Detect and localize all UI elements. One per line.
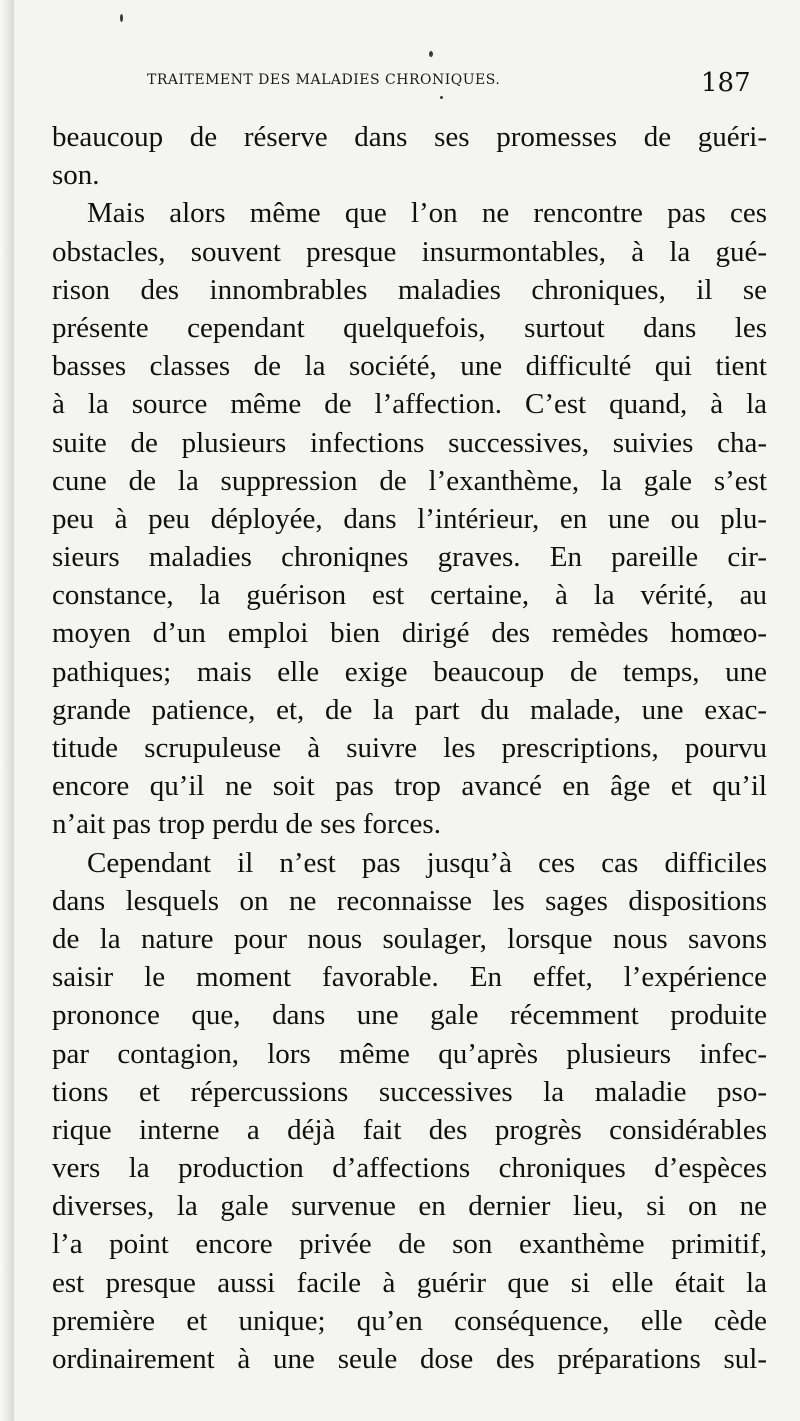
ink-speck	[440, 96, 443, 99]
text-line: peu à peu déployée, dans l’intérieur, en une ou plu-	[52, 502, 767, 535]
text-line: tions et répercussions successives la maladie pso-	[52, 1075, 767, 1108]
text-line: est presque aussi facile à guérir que si elle était la	[52, 1266, 767, 1299]
text-line: sieurs maladies chroniqnes graves. En pareille cir-	[52, 541, 767, 574]
text-line: suite de plusieurs infections successives, suivies cha-	[52, 426, 767, 459]
text-line: constance, la guérison est certaine, à la vérité, au	[52, 579, 767, 612]
text-line: l’a point encore privée de son exanthème primitif,	[52, 1228, 767, 1261]
text-line: rison des innombrables maladies chroniques, il se	[52, 273, 767, 306]
text-line: cune de la suppression de l’exanthème, la gale s’est	[52, 464, 767, 497]
text-line: à la source même de l’affection. C’est quand, à la	[52, 388, 767, 421]
text-line: par contagion, lors même qu’après plusieurs infec-	[52, 1037, 767, 1070]
text-line: présente cependant quelquefois, surtout dans les	[52, 311, 767, 344]
body-text	[52, 118, 767, 1378]
text-line: n’ait pas trop perdu de ses forces.	[52, 808, 441, 841]
page-edge-shadow	[0, 0, 14, 1421]
text-line: de la nature pour nous soulager, lorsque nous savons	[52, 922, 767, 955]
text-line: son.	[52, 159, 100, 192]
text-line: Cependant il n’est pas jusqu’à ces cas difficiles	[87, 846, 767, 879]
text-line: basses classes de la société, une difficulté qui tient	[52, 350, 767, 383]
text-line: ordinairement à une seule dose des préparations sul-	[52, 1343, 767, 1375]
text-line: vers la production d’affections chroniques d’espèces	[52, 1152, 767, 1185]
text-line: Mais alors même que l’on ne rencontre pas ces	[87, 197, 767, 230]
text-line: moyen d’un emploi bien dirigé des remèdes homœo-	[52, 617, 767, 650]
text-line: prononce que, dans une gale récemment produite	[52, 999, 767, 1032]
text-line: obstacles, souvent presque insurmontables, à la gué-	[52, 235, 767, 268]
text-line: dans lesquels on ne reconnaisse les sages dispositions	[52, 884, 767, 917]
text-line: pathiques; mais elle exige beaucoup de temps, une	[52, 655, 767, 688]
running-head: TRAITEMENT DES MALADIES CHRONIQUES.	[147, 72, 501, 88]
text-line: saisir le moment favorable. En effet, l’expérience	[52, 961, 767, 994]
text-line: titude scrupuleuse à suivre les prescriptions, pourvu	[52, 732, 767, 764]
ink-speck	[120, 14, 123, 22]
text-line: beaucoup de réserve dans ses promesses de guéri-	[52, 121, 767, 153]
text-line: première et unique; qu’en conséquence, elle cède	[52, 1304, 767, 1337]
text-line: grande patience, et, de la part du malade, une exac-	[52, 693, 767, 726]
text-line: diverses, la gale survenue en dernier lieu, si on ne	[52, 1190, 767, 1223]
book-page	[14, 0, 800, 1421]
ink-speck	[429, 51, 433, 57]
text-line: rique interne a déjà fait des progrès considérables	[52, 1113, 767, 1146]
text-line: encore qu’il ne soit pas trop avancé en âge et qu’il	[52, 770, 767, 803]
page-number: 187	[701, 68, 751, 98]
